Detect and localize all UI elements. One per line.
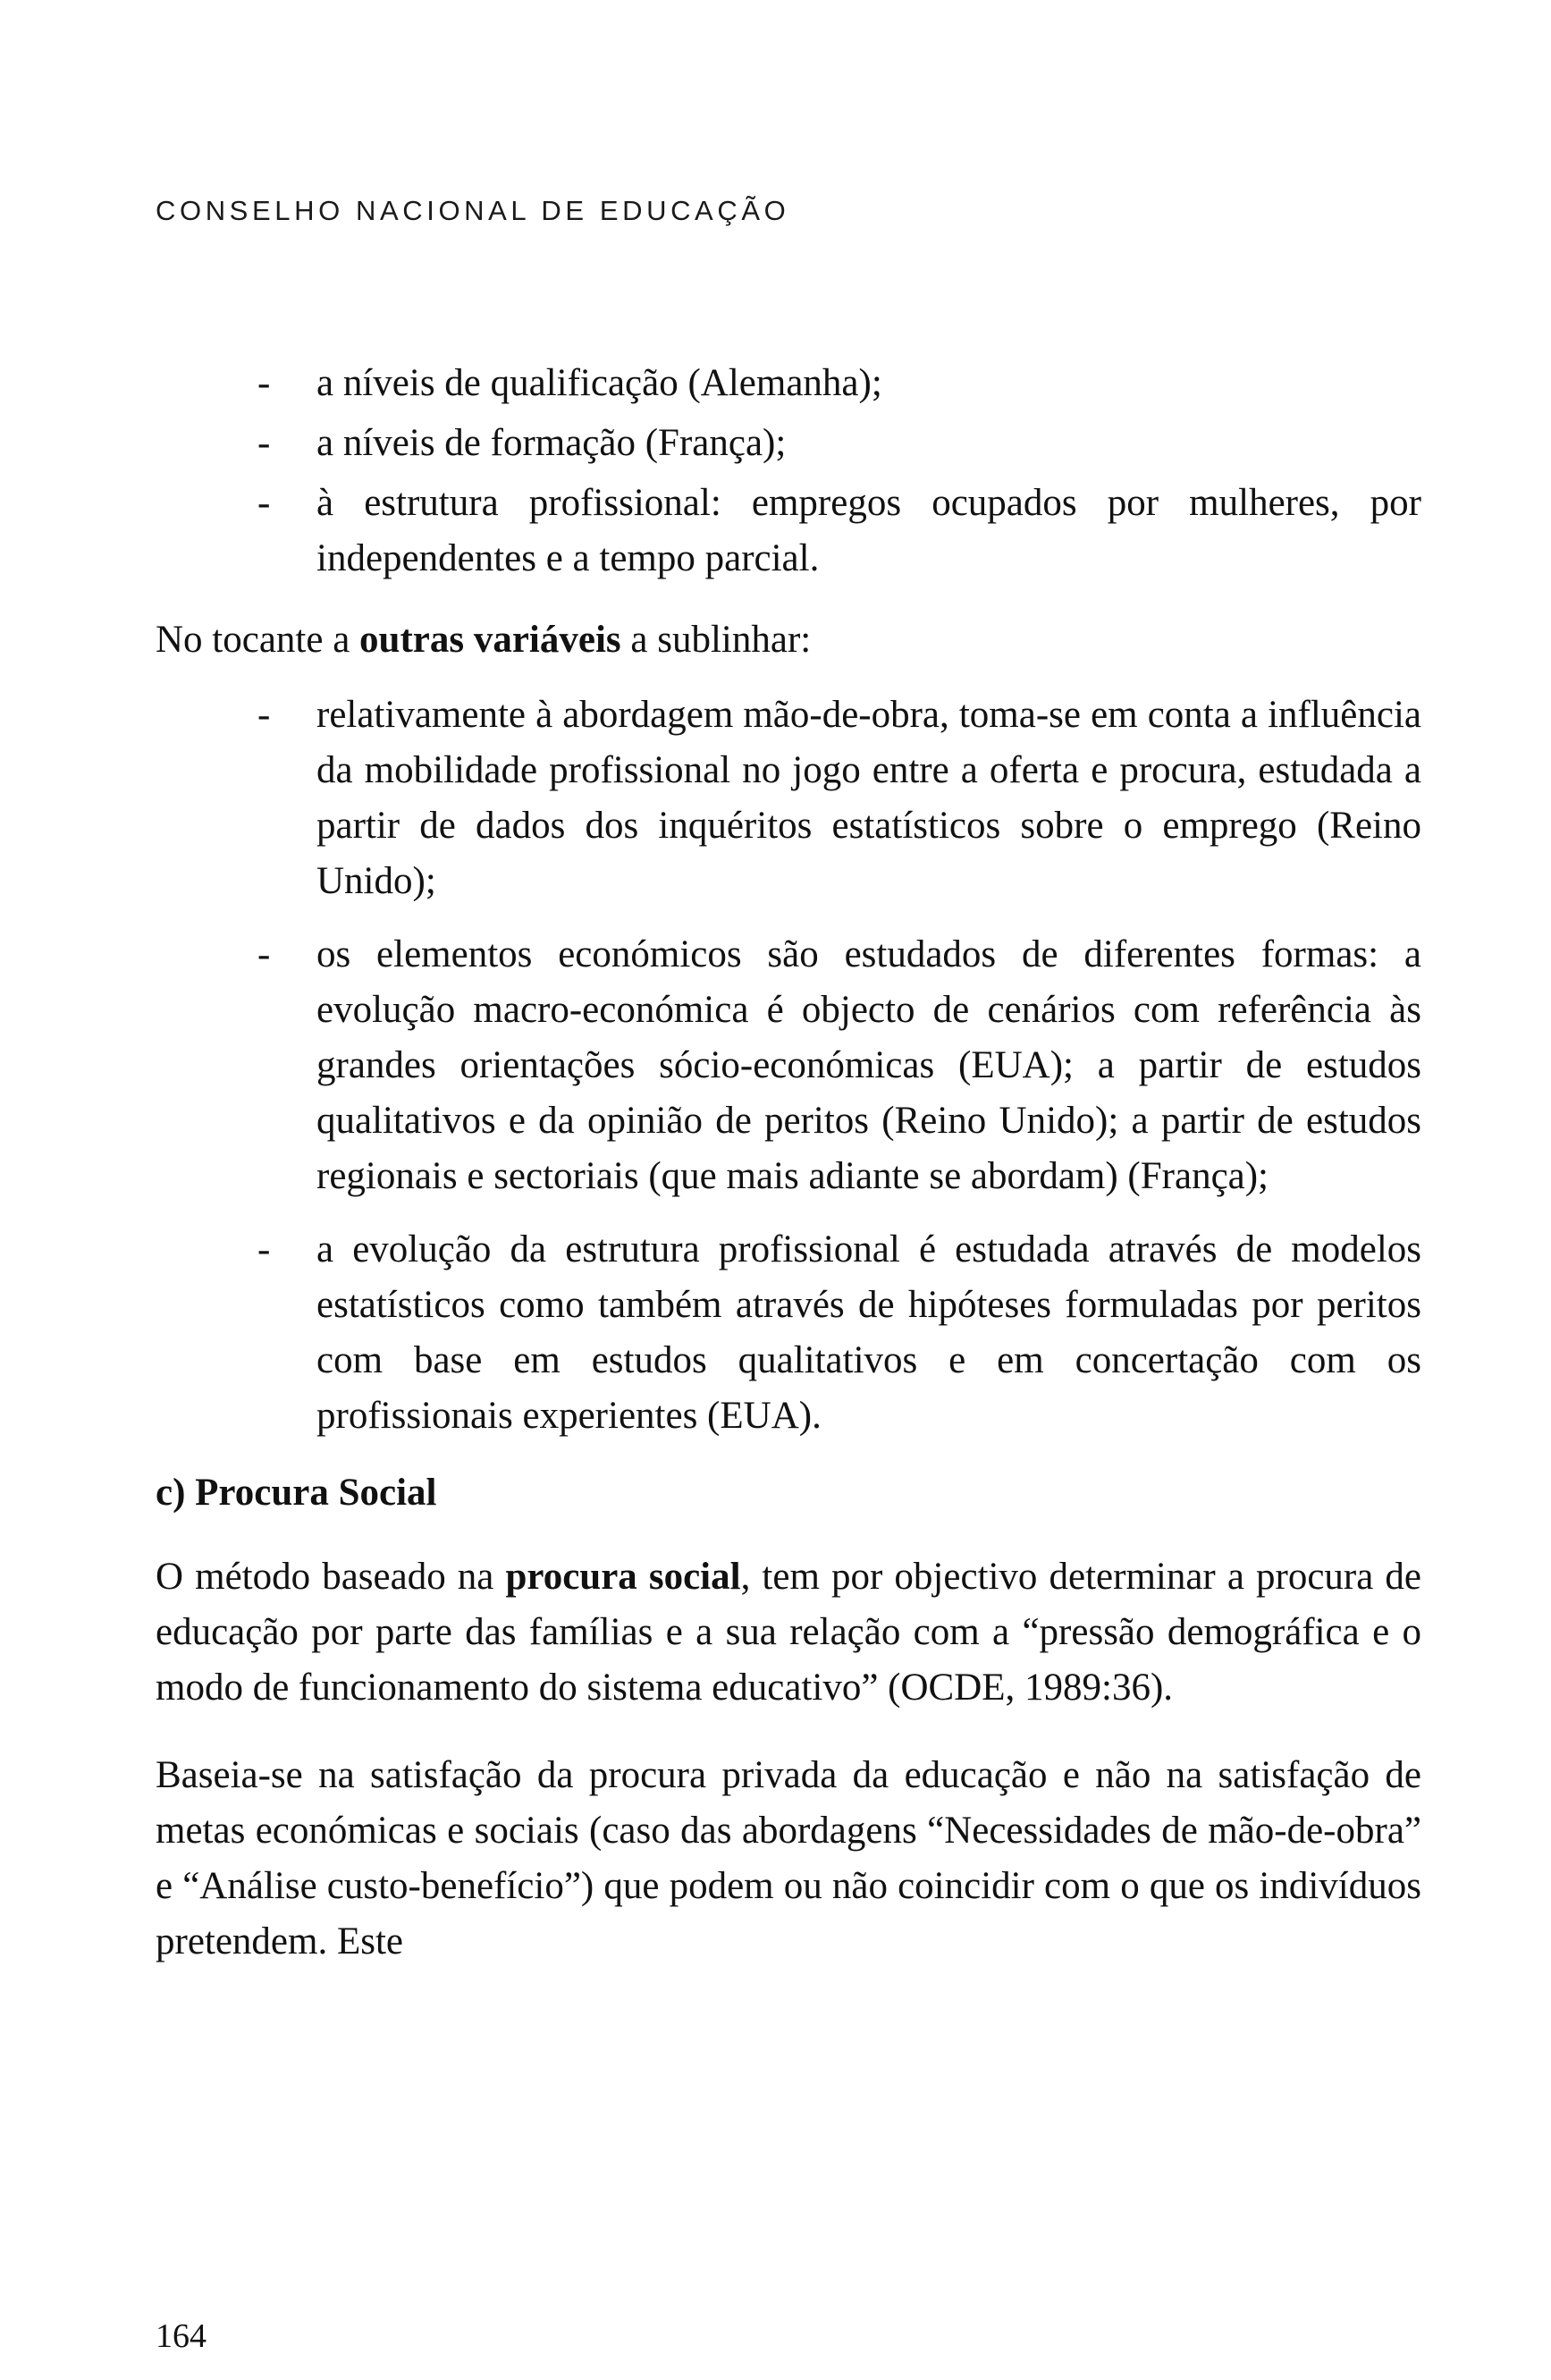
body-paragraph: Baseia-se na satisfação da procura privada da educação e não na satisfação de metas económicas e sociais (caso das abordagens “Necessidades de mão-de-obra” e “Análise custo-benefício”) que podem ou não coincidir com o que os indivíduos pretendem. Este (156, 1754, 1421, 1962)
dash-marker: - (257, 933, 271, 975)
list-item-text: a níveis de formação (França); (316, 422, 787, 464)
dash-marker: - (257, 1228, 271, 1270)
list-item (156, 416, 1421, 471)
body-paragraph (156, 1549, 1421, 1716)
dash-marker: - (257, 422, 271, 464)
qualification-list (156, 356, 1421, 587)
list-item-text: a evolução da estrutura profissional é estudada através de modelos estatísticos como também através de hipóteses formuladas por peritos com base em estudos qualitativos e em concertação com os profissionais experientes (EUA). (316, 1228, 1421, 1437)
running-head: CONSELHO NACIONAL DE EDUCAÇÃO (156, 195, 790, 226)
intro-text-start: No tocante a (156, 619, 360, 661)
intro-text-end: a sublinhar: (620, 619, 812, 661)
list-item (156, 1222, 1421, 1444)
page-content (156, 356, 1421, 1970)
other-variables-list (156, 688, 1421, 1444)
intro-paragraph (156, 612, 1421, 668)
list-item (156, 476, 1421, 587)
list-item (156, 688, 1421, 909)
list-item-text: os elementos económicos são estudados de diferentes formas: a evolução macro-económica é objecto de cenários com referência às grandes orientações sócio-económicas (EUA); a partir de estudos qualitativos e da opinião de peritos (Reino Unido); a partir de estudos regionais e sectoriais (que mais adiante se abordam) (França); (316, 933, 1421, 1197)
list-item-text: relativamente à abordagem mão-de-obra, toma-se em conta a influência da mobilidade profissional no jogo entre a oferta e procura, estudada a partir de dados dos inquéritos estatísticos sobre o emprego (Reino Unido); (316, 694, 1421, 902)
list-item-text: à estrutura profissional: empregos ocupados por mulheres, por independentes e a tempo parcial. (316, 482, 1421, 579)
list-item (156, 356, 1421, 411)
dash-marker: - (257, 362, 271, 404)
list-item (156, 927, 1421, 1204)
paragraph-text-end: , tem por objectivo determinar a procura de educação por parte das famílias e a sua relação com a “pressão demográfica e o modo de funcionamento do sistema educativo” (OCDE, 1989:36). (156, 1556, 1421, 1709)
list-item-text: a níveis de qualificação (Alemanha); (316, 362, 882, 404)
intro-bold-term: outras variáveis (359, 619, 621, 661)
section-heading: c) Procura Social (156, 1472, 437, 1514)
page-number: 164 (156, 2317, 207, 2355)
dash-marker: - (257, 694, 271, 736)
dash-marker: - (257, 482, 271, 524)
paragraph-bold-term: procura social (505, 1556, 741, 1598)
paragraph-text-start: O método baseado na (156, 1556, 506, 1598)
